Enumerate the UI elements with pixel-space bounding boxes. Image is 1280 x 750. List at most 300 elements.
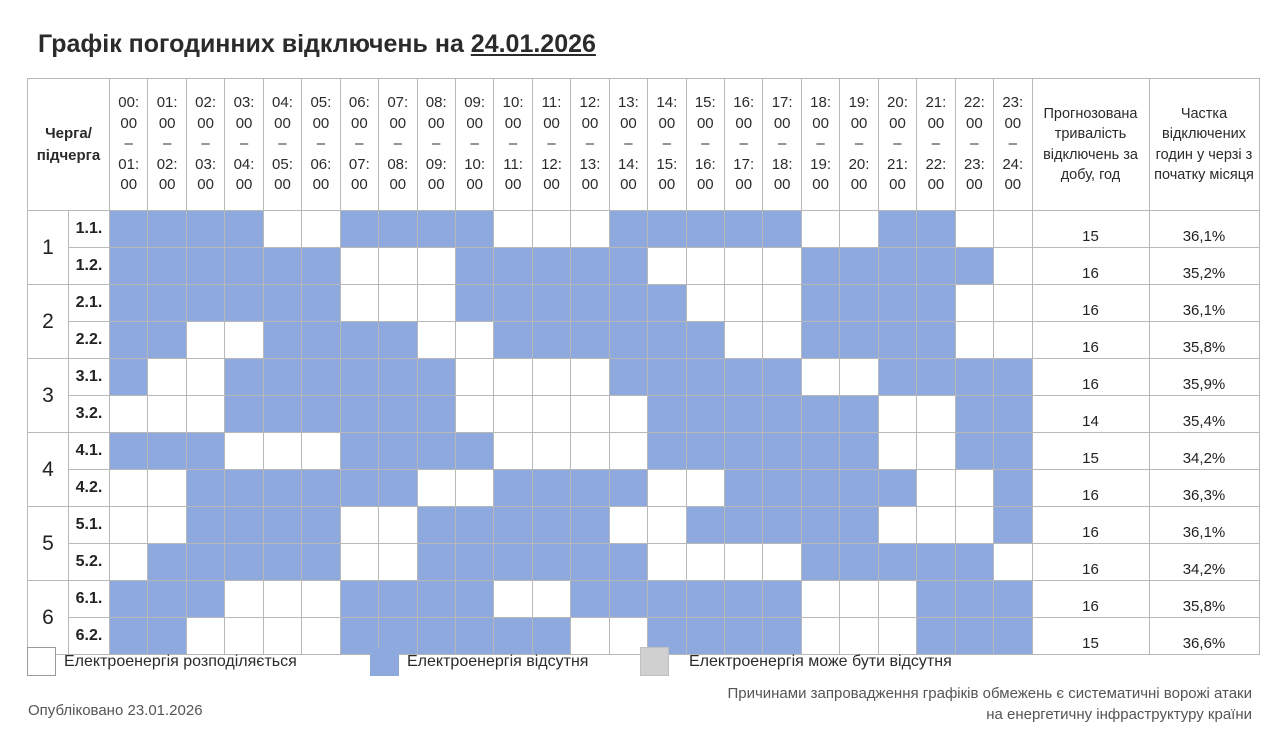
hour-label-part: 23: [963,155,985,173]
duration-value: 16 [1032,248,1149,285]
outage-cell [302,359,340,396]
power-on-cell [225,433,263,470]
outage-cell [110,248,148,285]
outage-cell [110,359,148,396]
queue-number: 3 [28,359,69,433]
power-on-cell [840,359,878,396]
subqueue-label: 1.2. [69,248,110,285]
outage-cell [648,211,686,248]
queue-number: 6 [28,581,69,655]
hour-label-part: 17: [771,94,793,112]
outage-cell [225,470,263,507]
hour-label-part: 00 [658,176,676,194]
outage-cell [148,581,186,618]
power-on-cell [763,285,801,322]
outage-cell [110,322,148,359]
share-value: 36,1% [1149,211,1259,248]
power-on-cell [225,581,263,618]
share-value: 35,9% [1149,359,1259,396]
outage-cell [801,248,839,285]
share-value: 36,6% [1149,618,1259,655]
outage-cell [455,433,493,470]
hour-label-part: 00 [543,114,560,132]
hour-label-part: – [239,135,249,153]
outage-cell [494,470,532,507]
hour-label-part: – [739,135,748,153]
outage-cell [686,211,724,248]
duration-value: 16 [1032,544,1149,581]
power-on-cell [725,285,763,322]
outage-cell [455,211,493,248]
hour-label-part: 16: [694,155,716,173]
outage-cell [801,433,839,470]
hour-label-part: 00 [658,114,676,132]
outage-cell [840,507,878,544]
hour-label-part: – [854,135,864,153]
subqueue-label: 4.2. [69,470,110,507]
outage-cell [263,470,301,507]
power-on-cell [571,396,609,433]
outage-cell [725,396,763,433]
outage-cell [110,211,148,248]
power-on-cell [340,248,378,285]
hour-label-part: 03: [233,94,255,112]
hour-label-part: – [162,135,172,153]
outage-cell [801,322,839,359]
outage-cell [840,248,878,285]
hour-label-part: 00 [850,176,868,194]
queue-column-header [28,79,110,211]
outage-cell [801,507,839,544]
hour-label-part: – [547,135,556,153]
duration-value: 16 [1032,507,1149,544]
power-on-cell [801,359,839,396]
outage-cell [840,470,878,507]
hour-label-part: 11: [503,155,523,173]
outage-cell [917,544,955,581]
outage-cell [532,544,570,581]
outage-cell [110,581,148,618]
outage-cell [840,544,878,581]
outage-cell [302,470,340,507]
hour-column-header [225,79,263,211]
outage-cell [148,285,186,322]
hour-label-part: – [124,135,133,153]
outage-cell [878,359,916,396]
power-on-cell [532,396,570,433]
hour-label-part: 00 [850,114,868,132]
outage-cell [648,322,686,359]
hour-label-part: 04: [272,94,293,112]
legend-outage-swatch [370,647,399,676]
outage-cell [455,544,493,581]
hour-label-part: 00: [118,94,140,112]
hour-label-part: 06: [310,155,332,173]
hour-label-part: 00 [120,176,138,194]
hour-label-part: 00 [966,114,983,132]
queue-number: 4 [28,433,69,507]
outage-cell [763,581,801,618]
hour-column-header [763,79,801,211]
table-row [28,433,1260,470]
hour-column-header [955,79,993,211]
hour-label-part: 00 [312,114,330,132]
power-on-cell [225,322,263,359]
hour-label-part: 01: [156,94,178,112]
hour-column-header [686,79,724,211]
hour-column-header [340,79,378,211]
outage-cell [225,285,263,322]
outage-cell [878,322,916,359]
share-value: 36,1% [1149,507,1259,544]
hour-column-header [609,79,647,211]
outage-cell [302,285,340,322]
outage-cell [878,544,916,581]
share-value: 34,2% [1149,544,1259,581]
hour-label-part: – [316,135,326,153]
outage-cell [801,544,839,581]
power-on-cell [494,396,532,433]
outage-cell [571,285,609,322]
power-on-cell [417,470,455,507]
power-on-cell [725,322,763,359]
power-on-cell [686,248,724,285]
hour-label-part: 00 [812,176,829,194]
power-on-cell [648,248,686,285]
hour-label-part: 00 [581,176,599,194]
power-on-cell [340,285,378,322]
legend-maybe [640,646,952,677]
outage-cell [686,396,724,433]
hour-label-part: 00 [504,176,522,194]
power-on-cell [917,507,955,544]
power-on-cell [994,248,1032,285]
outage-cell [840,433,878,470]
duration-value: 15 [1032,618,1149,655]
share-value: 35,2% [1149,248,1259,285]
share-value: 36,1% [1149,285,1259,322]
power-on-cell [994,322,1032,359]
outage-cell [994,581,1032,618]
outage-cell [379,470,417,507]
subqueue-label: 3.1. [69,359,110,396]
outage-cell [609,544,647,581]
hour-label-part: 00 [351,176,368,194]
power-on-cell [532,211,570,248]
outage-cell [225,211,263,248]
hour-label-part: – [931,135,941,153]
outage-schedule-table [27,78,1260,655]
power-on-cell [455,470,493,507]
hour-label-part: – [470,135,479,153]
outage-cell [225,507,263,544]
duration-column-header: Прогнозована тривалість відключень за добу, год [1032,79,1149,211]
outage-cell [878,211,916,248]
power-on-cell [878,433,916,470]
outage-cell [917,359,955,396]
power-on-cell [110,470,148,507]
subqueue-label: 3.2. [69,396,110,433]
power-on-cell [725,248,763,285]
power-on-cell [994,285,1032,322]
power-on-cell [609,396,647,433]
hour-column-header [110,79,148,211]
outage-cell [494,285,532,322]
outage-cell [686,433,724,470]
power-on-cell [186,359,224,396]
outage-cell [955,359,993,396]
title-date: 24.01.2026 [470,30,596,58]
hour-label-part: 12: [579,94,601,112]
hour-label-part: 00 [351,114,368,132]
outage-cell [417,396,455,433]
power-on-cell [302,433,340,470]
hour-label-part: 00 [1004,176,1022,194]
hour-label-part: 00 [620,176,637,194]
power-on-cell [494,433,532,470]
power-on-cell [763,544,801,581]
queue-number: 2 [28,285,69,359]
hour-label-part: 00 [889,176,906,194]
table-row [28,544,1260,581]
outage-cell [840,285,878,322]
outage-cell [340,211,378,248]
power-on-cell [417,285,455,322]
power-on-cell [955,470,993,507]
power-on-cell [494,581,532,618]
hour-label-part: – [201,135,210,153]
power-on-cell [455,396,493,433]
hour-label-part: 00 [389,176,407,194]
hour-label-part: 00 [120,114,138,132]
hour-label-part: 09: [425,155,447,173]
hour-label-part: 02: [156,155,178,173]
outage-cell [917,211,955,248]
outage-cell [878,470,916,507]
hour-label-part: 00 [620,114,637,132]
power-on-cell [263,211,301,248]
outage-cell [379,433,417,470]
hour-label-part: 00 [773,176,791,194]
hour-label-part: 19: [810,155,832,173]
hour-label-part: 17: [733,155,755,173]
outage-cell [763,359,801,396]
power-on-cell [186,322,224,359]
outage-cell [840,396,878,433]
power-on-cell [955,507,993,544]
outage-cell [725,581,763,618]
hour-label-part: – [432,135,441,153]
hour-label-part: 08: [425,94,447,112]
hour-label-part: 00 [735,114,753,132]
outage-cell [417,359,455,396]
subqueue-label: 6.1. [69,581,110,618]
legend-maybe-swatch [640,647,669,676]
outage-cell [263,322,301,359]
hour-label-part: 00 [504,114,522,132]
hour-label-part: 21: [925,94,947,112]
duration-value: 16 [1032,470,1149,507]
power-on-cell [878,581,916,618]
footer-note-line1: Причинами запровадження графіків обмежень є систематичні ворожі атаки [727,685,1252,702]
hour-column-header [571,79,609,211]
outage-cell [571,581,609,618]
hour-label-part: 00 [235,176,253,194]
outage-cell [686,322,724,359]
hour-label-part: 14: [656,94,678,112]
outage-cell [955,396,993,433]
subqueue-label: 2.2. [69,322,110,359]
power-on-cell [379,285,417,322]
hour-column-header [994,79,1032,211]
hour-label-part: – [355,135,364,153]
share-value: 34,2% [1149,433,1259,470]
hour-label-part: 02: [195,94,217,112]
hour-label-part: 00 [158,176,176,194]
outage-cell [725,211,763,248]
power-on-cell [110,396,148,433]
hour-label-part: 00 [543,176,560,194]
hour-column-header [801,79,839,211]
outage-cell [763,507,801,544]
hour-label-part: 21: [887,155,908,173]
power-on-cell [148,396,186,433]
outage-cell [994,470,1032,507]
power-on-cell [571,433,609,470]
table-row [28,359,1260,396]
outage-cell [417,581,455,618]
power-on-cell [917,433,955,470]
outage-cell [417,211,455,248]
hour-column-header [148,79,186,211]
outage-cell [302,544,340,581]
outage-cell [917,322,955,359]
hour-label-part: 00 [235,114,253,132]
outage-cell [186,433,224,470]
outage-cell [340,359,378,396]
power-on-cell [455,359,493,396]
hour-label-part: 09: [464,94,486,112]
hour-label-part: 00 [197,114,214,132]
hour-column-header [648,79,686,211]
power-on-cell [686,544,724,581]
power-on-cell [994,544,1032,581]
legend-maybe-label: Електроенергія може бути відсутня [689,652,952,670]
power-on-cell [840,211,878,248]
outage-cell [801,285,839,322]
outage-cell [955,618,993,655]
outage-cell [302,507,340,544]
hour-label-part: 11: [541,94,562,112]
hour-label-part: 00 [773,114,791,132]
hour-column-header [455,79,493,211]
power-on-cell [263,433,301,470]
power-on-cell [763,248,801,285]
outage-cell [609,470,647,507]
hour-label-part: 18: [771,155,793,173]
table-row [28,285,1260,322]
outage-cell [648,581,686,618]
hour-label-part: 10: [464,155,486,173]
footer-note [727,683,1252,725]
outage-cell [917,285,955,322]
queue-number: 1 [28,211,69,285]
power-on-cell [148,359,186,396]
hour-label-part: – [508,135,518,153]
duration-value: 16 [1032,359,1149,396]
outage-cell [571,248,609,285]
hour-label-part: 00 [696,114,714,132]
duration-value: 14 [1032,396,1149,433]
subqueue-label: 2.1. [69,285,110,322]
outage-cell [686,359,724,396]
outage-cell [763,211,801,248]
power-on-cell [686,470,724,507]
hour-label-part: 00 [581,114,599,132]
outage-cell [148,211,186,248]
power-on-cell [340,507,378,544]
power-on-cell [648,544,686,581]
hour-label-part: 12: [541,155,562,173]
power-on-cell [494,359,532,396]
hour-label-part: 00 [274,176,291,194]
hour-label-part: 22: [925,155,947,173]
hour-label-part: 13: [617,94,639,112]
hour-label-part: 00 [466,114,483,132]
power-on-cell [917,396,955,433]
outage-cell [379,581,417,618]
hour-column-header [917,79,955,211]
power-on-cell [263,581,301,618]
outage-cell [225,359,263,396]
outage-cell [225,248,263,285]
hour-label-part: 18: [810,94,832,112]
hour-label-part: 13: [579,155,601,173]
subqueue-label: 5.1. [69,507,110,544]
outage-cell [186,544,224,581]
outage-cell [110,433,148,470]
power-on-cell [955,322,993,359]
hour-label-part: – [816,135,825,153]
power-on-cell [955,285,993,322]
hour-label-part: 24: [1002,155,1024,173]
hour-label-part: 15: [694,94,716,112]
hour-label-part: 00 [696,176,714,194]
hour-label-part: 00 [389,114,407,132]
outage-cell [532,248,570,285]
hour-label-part: 06: [348,94,370,112]
duration-value: 16 [1032,285,1149,322]
outage-cell [186,285,224,322]
hour-column-header [302,79,340,211]
outage-cell [917,248,955,285]
outage-cell [340,581,378,618]
header-row [28,79,1260,211]
power-on-cell [878,507,916,544]
outage-cell [417,433,455,470]
outage-cell [571,322,609,359]
outage-cell [263,507,301,544]
legend-available-label: Електроенергія розподіляється [64,652,297,670]
outage-cell [263,544,301,581]
hour-label-part: 00 [274,114,291,132]
hour-label-part: – [278,135,287,153]
outage-cell [609,285,647,322]
power-on-cell [148,507,186,544]
hour-label-part: 00 [812,114,829,132]
table-row [28,470,1260,507]
outage-cell [994,507,1032,544]
